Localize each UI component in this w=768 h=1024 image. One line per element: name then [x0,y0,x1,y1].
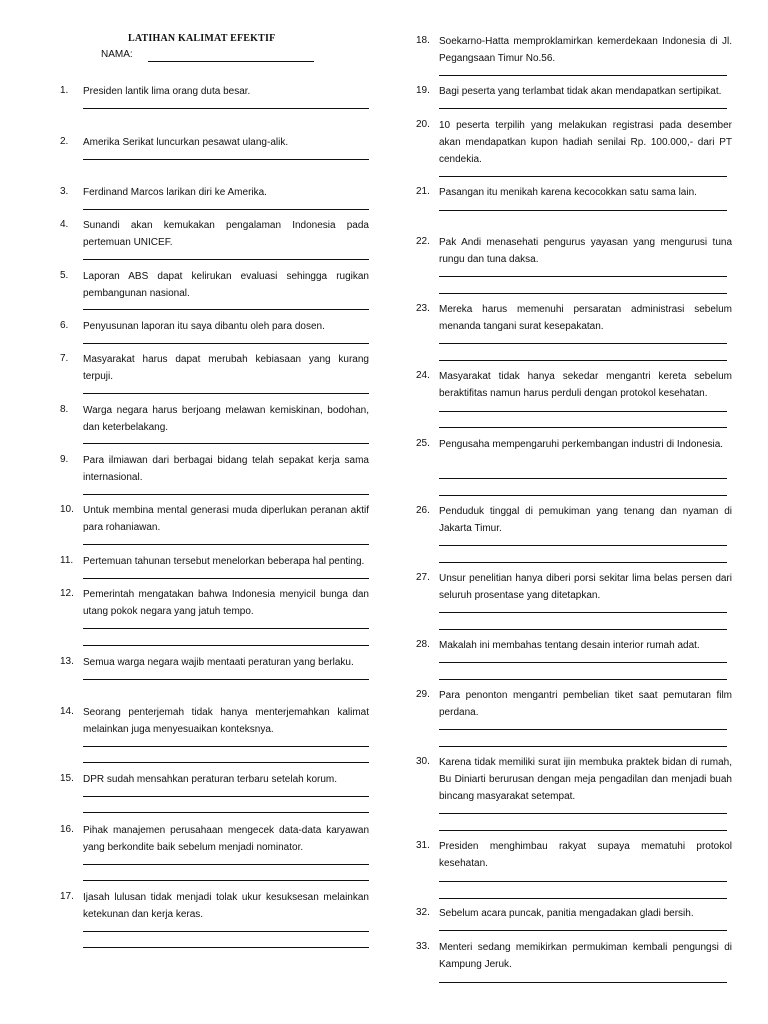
answer-line[interactable] [83,880,369,881]
question-text: Presiden lantik lima orang duta besar. [83,86,251,97]
question-text: Bagi peserta yang terlambat tidak akan mendapatkan sertipikat. [439,86,722,97]
worksheet-title: LATIHAN KALIMAT EFEKTIF [128,33,276,44]
answer-line[interactable] [83,443,369,444]
answer-line[interactable] [83,259,369,260]
answer-line[interactable] [439,495,727,496]
answer-line[interactable] [83,796,369,797]
question-number: 18. [416,35,430,46]
question-text: Sebelum acara puncak, panitia mengadakan gladi bersih. [439,908,694,919]
question-text: Laporan ABS dapat kelirukan evaluasi sehingga rugikan pembangunan nasional. [83,271,369,299]
question-number: 2. [60,136,69,147]
question-text: Warga negara harus berjoang melawan kemiskinan, bodohan, dan keterbelakang. [83,405,369,433]
question-number: 28. [416,639,430,650]
question-number: 21. [416,186,430,197]
answer-line[interactable] [83,209,369,210]
question-text: Pengusaha mempengaruhi perkembangan industri di Indonesia. [439,439,724,450]
name-label: NAMA: [101,49,133,60]
question-text: Masyarakat tidak hanya sekedar mengantri kereta sebelum beraktifitas namun harus perduli dengan protokol kesehatan. [439,371,732,399]
answer-line[interactable] [439,729,727,730]
question-text: Sunandi akan kemukakan pengalaman Indonesia pada pertemuan UNICEF. [83,220,369,248]
answer-line[interactable] [439,176,727,177]
answer-line[interactable] [439,75,727,76]
name-field-line[interactable] [148,61,314,62]
question-text: DPR sudah mensahkan peraturan terbaru setelah korum. [83,774,338,785]
question-number: 26. [416,505,430,516]
answer-line[interactable] [83,159,369,160]
question-number: 3. [60,186,69,197]
question-text: Penyusunan laporan itu saya dibantu oleh para dosen. [83,321,325,332]
answer-line[interactable] [83,494,369,495]
question-text: Mereka harus memenuhi persaratan administrasi sebelum menanda tangani surat kesepakatan. [439,304,732,332]
answer-line[interactable] [83,746,369,747]
question-number: 12. [60,588,74,599]
question-text: Unsur penelitian hanya diberi porsi sekitar lima belas persen dari seluruh prosentase yang ditetapkan. [439,573,732,601]
answer-line[interactable] [439,830,727,831]
question-number: 6. [60,320,69,331]
answer-line[interactable] [439,930,727,931]
answer-line[interactable] [83,645,369,646]
question-text: Pemerintah mengatakan bahwa Indonesia menyicil bunga dan utang pokok negara yang jatuh tempo. [83,589,369,617]
question-text: 10 peserta terpilih yang melakukan registrasi pada desember akan mendapatkan kupon hadiah senilai Rp. 100.000,- dari PT cendekia. [439,120,732,165]
question-text: Untuk membina mental generasi muda diperlukan peranan aktif para rohaniawan. [83,505,369,533]
answer-line[interactable] [439,360,727,361]
question-number: 23. [416,303,430,314]
question-number: 16. [60,824,74,835]
question-text: Amerika Serikat luncurkan pesawat ulang-alik. [83,137,289,148]
answer-line[interactable] [83,812,369,813]
answer-line[interactable] [439,343,727,344]
answer-line[interactable] [439,293,727,294]
question-text: Karena tidak memiliki surat ijin membuka praktek bidan di rumah, Bu Diniarti berurusan dengan meja pengadilan dan menjadi buah bincang masyarakat setempat. [439,757,732,802]
question-text: Pasangan itu menikah karena kecocokkan satu sama lain. [439,187,697,198]
answer-line[interactable] [439,411,727,412]
question-number: 11. [60,555,74,566]
answer-line[interactable] [439,881,727,882]
answer-line[interactable] [83,544,369,545]
answer-line[interactable] [439,746,727,747]
question-number: 15. [60,773,74,784]
answer-line[interactable] [439,427,727,428]
question-number: 33. [416,941,430,952]
answer-line[interactable] [439,210,727,211]
question-text: Soekarno-Hatta memproklamirkan kemerdekaan Indonesia di Jl. Pegangsaan Timur No.56. [439,36,732,64]
question-text: Makalah ini membahas tentang desain interior rumah adat. [439,640,700,651]
question-number: 1. [60,85,69,96]
answer-line[interactable] [439,276,727,277]
answer-line[interactable] [439,612,727,613]
answer-line[interactable] [83,864,369,865]
question-text: Pertemuan tahunan tersebut menelorkan beberapa hal penting. [83,556,365,567]
question-text: Semua warga negara wajib mentaati peraturan yang berlaku. [83,657,354,668]
answer-line[interactable] [83,309,369,310]
question-number: 29. [416,689,430,700]
answer-line[interactable] [439,545,727,546]
question-number: 32. [416,907,430,918]
question-text: Pihak manajemen perusahaan mengecek data-data karyawan yang berkondite baik sebelum menjadi nominator. [83,825,369,853]
question-text: Menteri sedang memikirkan permukiman kembali pengungsi di Kampung Jeruk. [439,942,732,970]
question-number: 30. [416,756,430,767]
question-text: Ferdinand Marcos larikan diri ke Amerika. [83,187,267,198]
question-number: 10. [60,504,74,515]
question-text: Penduduk tinggal di pemukiman yang tenang dan nyaman di Jakarta Timur. [439,506,732,534]
question-number: 24. [416,370,430,381]
question-number: 17. [60,891,74,902]
question-number: 13. [60,656,74,667]
question-number: 7. [60,353,69,364]
answer-line[interactable] [439,898,727,899]
answer-line[interactable] [439,679,727,680]
answer-line[interactable] [439,813,727,814]
answer-line[interactable] [439,562,727,563]
question-number: 9. [60,454,69,465]
answer-line[interactable] [83,108,369,109]
answer-line[interactable] [83,762,369,763]
question-text: Masyarakat harus dapat merubah kebiasaan yang kurang terpuji. [83,354,369,382]
answer-line[interactable] [83,931,369,932]
question-number: 8. [60,404,69,415]
question-number: 22. [416,236,430,247]
question-text: Ijasah lulusan tidak menjadi tolak ukur kesuksesan melainkan ketekunan dan kerja keras. [83,892,369,920]
question-number: 14. [60,706,74,717]
question-text: Pak Andi menasehati pengurus yayasan yang mengurusi tuna rungu dan tuna daksa. [439,237,732,265]
question-text: Seorang penterjemah tidak hanya menterjemahkan kalimat melainkan juga menyesuaikan konteksnya. [83,707,369,735]
question-number: 20. [416,119,430,130]
answer-line[interactable] [83,679,369,680]
answer-line[interactable] [439,662,727,663]
question-number: 25. [416,438,430,449]
question-text: Para ilmiawan dari berbagai bidang telah sepakat kerja sama internasional. [83,455,369,483]
question-number: 5. [60,270,69,281]
answer-line[interactable] [439,478,727,479]
question-number: 31. [416,840,430,851]
answer-line[interactable] [83,393,369,394]
answer-line[interactable] [83,343,369,344]
question-number: 27. [416,572,430,583]
answer-line[interactable] [439,629,727,630]
answer-line[interactable] [83,628,369,629]
question-text: Presiden menghimbau rakyat supaya mematuhi protokol kesehatan. [439,841,732,869]
question-number: 19. [416,85,430,96]
question-text: Para penonton mengantri pembelian tiket saat pemutaran film perdana. [439,690,732,718]
answer-line[interactable] [439,982,727,983]
question-number: 4. [60,219,69,230]
answer-line[interactable] [83,947,369,948]
answer-line[interactable] [439,108,727,109]
answer-line[interactable] [83,578,369,579]
